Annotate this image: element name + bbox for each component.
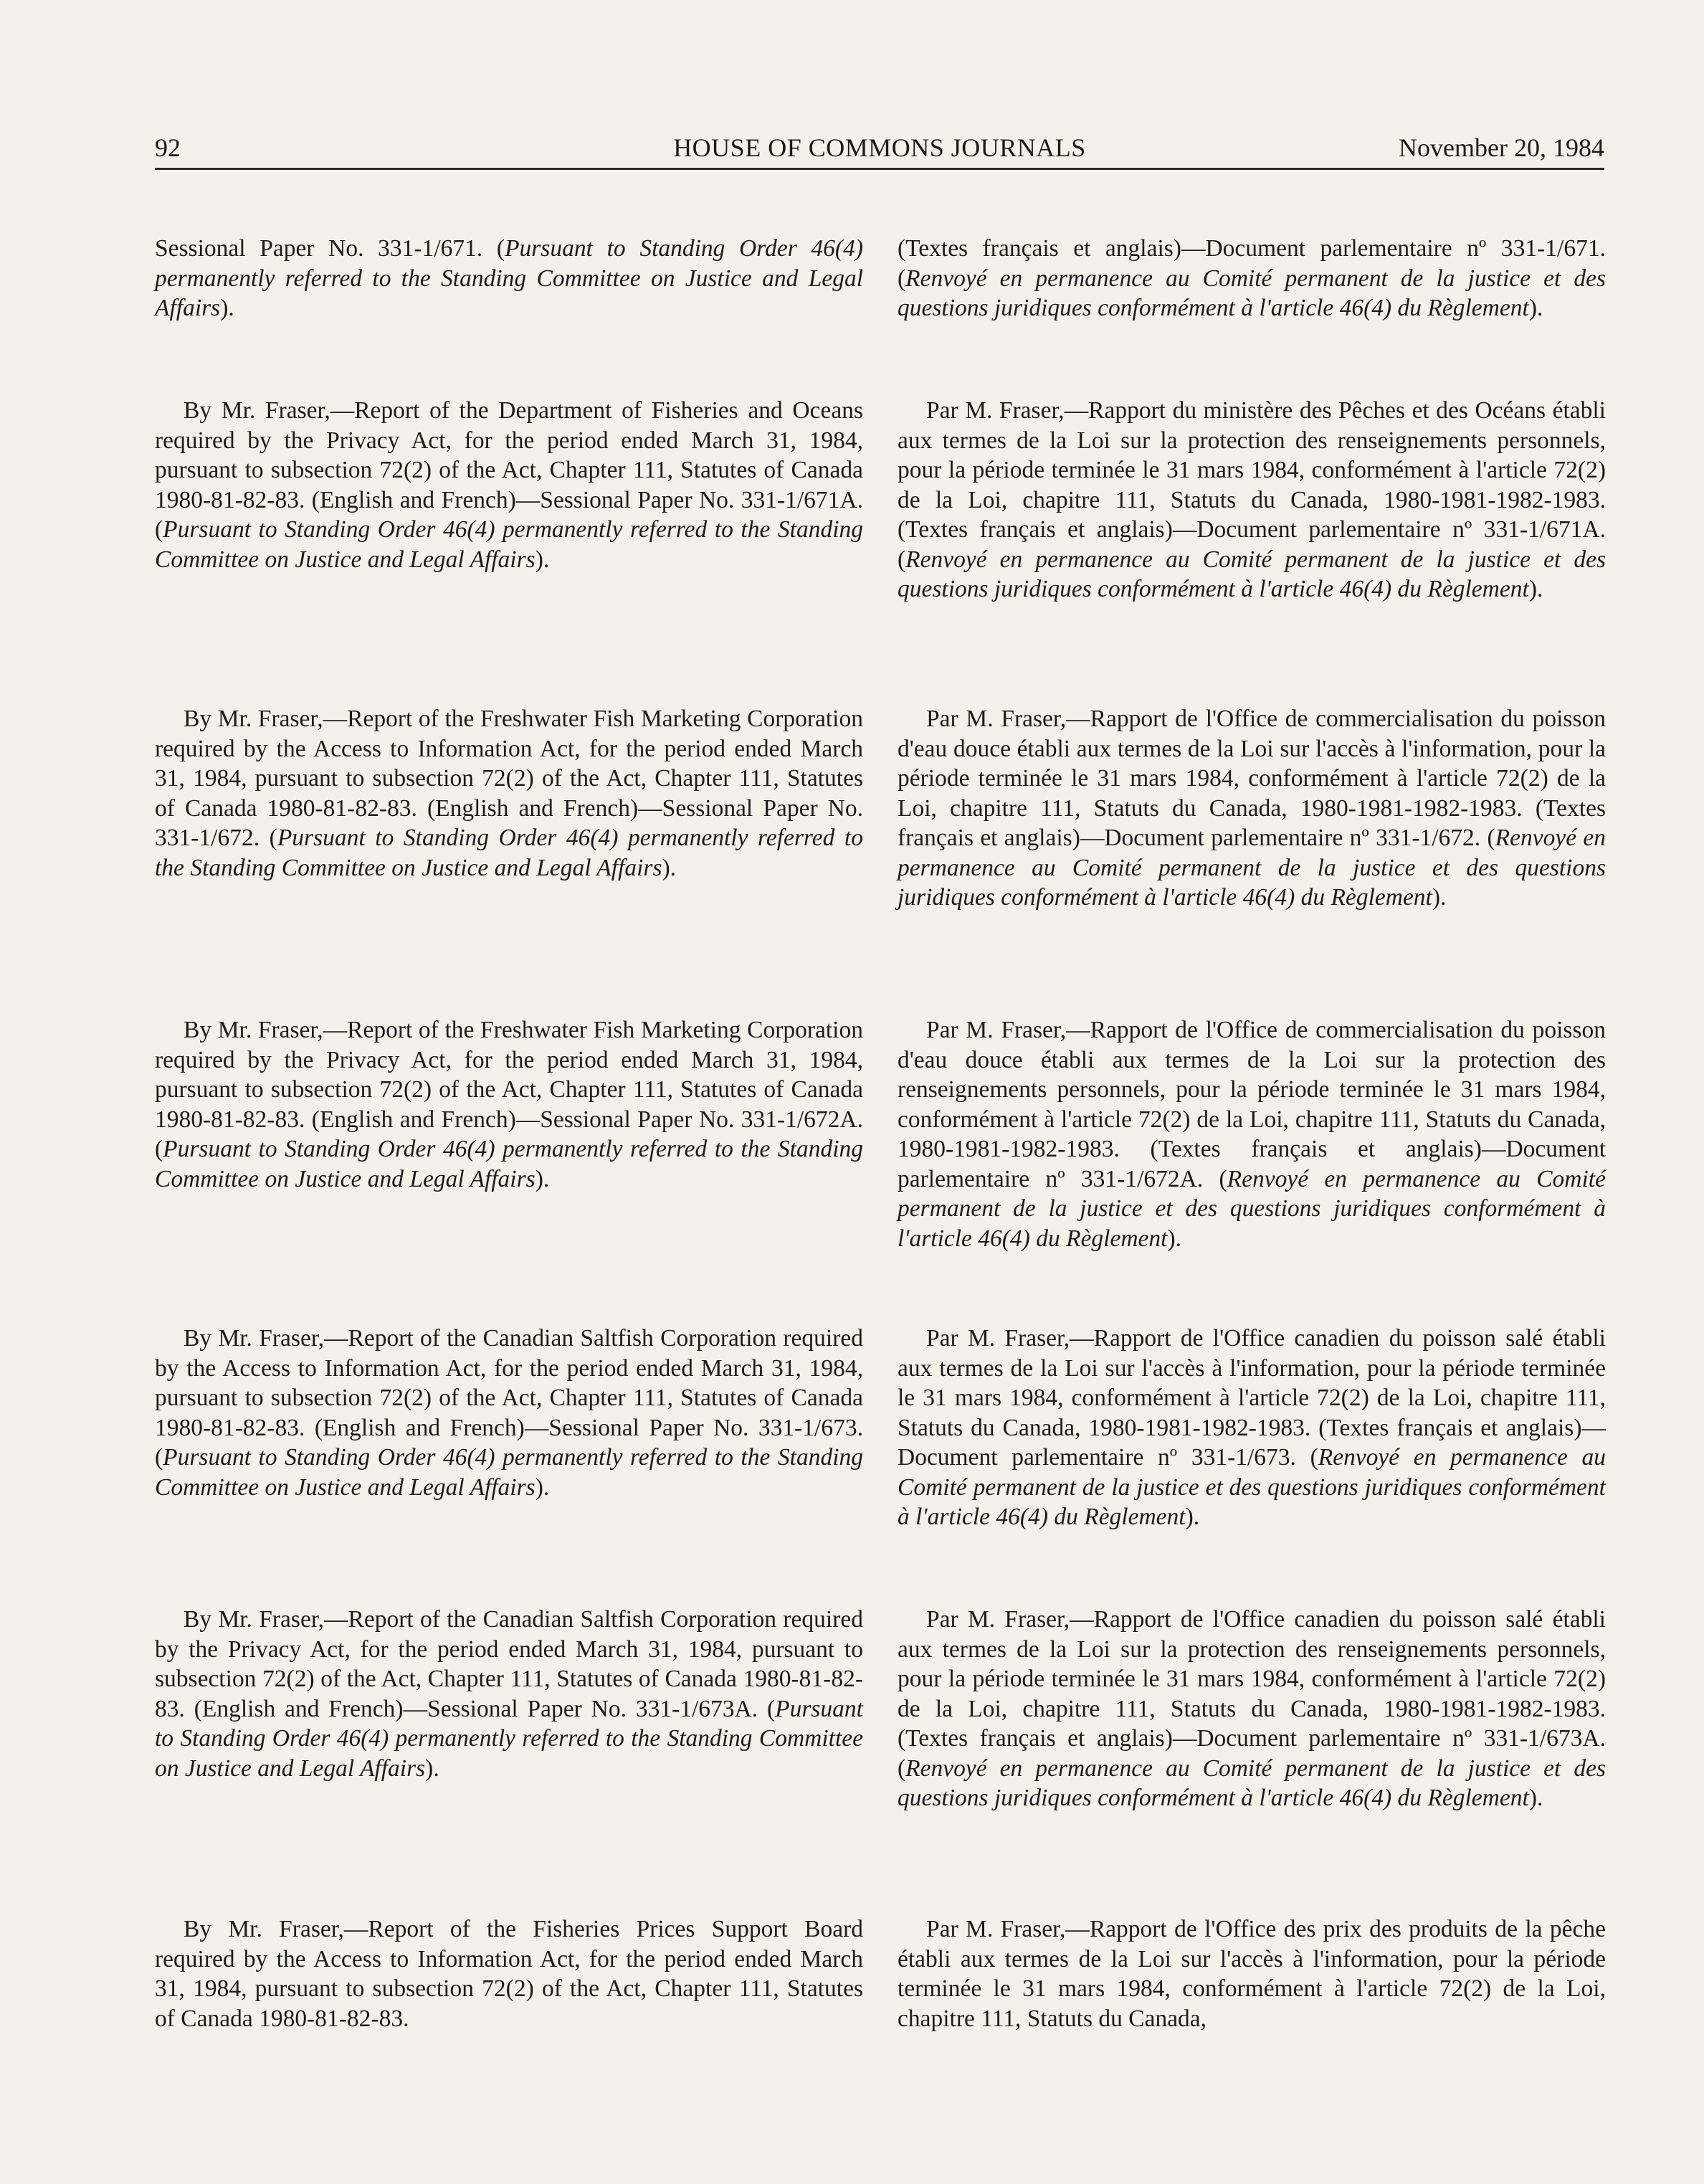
entry-tail: ).	[1528, 1785, 1543, 1811]
entry-text: Par M. Fraser,—Rapport de l'Office canadien du poisson salé établi aux termes de la Loi sur la protection des renseignements personnels, pour la période terminée le 31 mars 1984, conformément à l'article 72(2) de la Loi, chapitre 111, Statuts du Canada, 1980-1981-1982-1983. (Textes français et anglais)—Document parlementaire nº 331-1/673A. (	[898, 1606, 1606, 1782]
entry-text: By Mr. Fraser,—Report of the Canadian Saltfish Corporation required by the Access to Information Act, for the period ended March 31, 1984, pursuant to subsection 72(2) of the Act, Chapter 111, Statutes of Canada 1980-81-82-83. (English and French)—Sessional Paper No. 331-1/673. (	[155, 1325, 863, 1471]
english-entry-2	[155, 704, 863, 883]
entry-text: Par M. Fraser,—Rapport de l'Office de commercialisation du poisson d'eau douce établi aux termes de la Loi sur l'accès à l'information, pour la période terminée le 31 mars 1984, conformément à l'article 72(2) de la Loi, chapitre 111, Statuts du Canada, 1980-1981-1982-1983. (Textes français et anglais)—Document parlementaire nº 331-1/672. (	[898, 706, 1606, 851]
english-entry-0	[155, 234, 863, 323]
entry-tail: ).	[425, 1755, 439, 1782]
entry-italic: Renvoyé en permanence au Comité permanent de la justice et des questions juridiques conformément à l'article 46(4) du Règlement	[898, 1755, 1606, 1811]
entry-italic: Renvoyé en permanence au Comité permanent de la justice et des questions juridiques conformément à l'article 46(4) du Règlement	[898, 1444, 1606, 1530]
entry-text: Par M. Fraser,—Rapport de l'Office de commercialisation du poisson d'eau douce établi aux termes de la Loi sur la protection des renseignements personnels, pour la période terminée le 31 mars 1984, conformément à l'article 72(2) de la Loi, chapitre 111, Statuts du Canada, 1980-1981-1982-1983. (Textes français et anglais)—Document parlementaire nº 331-1/672A. (	[898, 1017, 1606, 1192]
english-entry-3	[155, 1015, 863, 1194]
entry-italic: Pursuant to Standing Order 46(4) permanently referred to the Standing Committee on Justice and Legal Affairs	[155, 1136, 863, 1192]
entry-tail: ).	[220, 295, 234, 321]
journal-title: HOUSE OF COMMONS JOURNALS	[673, 133, 1086, 162]
french-entry-6	[898, 1914, 1606, 2033]
entry-text: Sessional Paper No. 331-1/671. (	[155, 235, 505, 262]
english-entry-6	[155, 1914, 863, 2033]
entry-italic: Pursuant to Standing Order 46(4) permanently referred to the Standing Committee on Justice and Legal Affairs	[155, 235, 863, 321]
entry-text: By Mr. Fraser,—Report of the Freshwater Fish Marketing Corporation required by the Privacy Act, for the period ended March 31, 1984, pursuant to subsection 72(2) of the Act, Chapter 111, Statutes of Canada 1980-81-82-83. (English and French)—Sessional Paper No. 331-1/672A. (	[155, 1017, 863, 1162]
entry-italic: Pursuant to Standing Order 46(4) permanently referred to the Standing Committee on Justice and Legal Affairs	[155, 825, 863, 881]
entry-text: Par M. Fraser,—Rapport de l'Office des prix des produits de la pêche établi aux termes de la Loi sur l'accès à l'information, pour la période terminée le 31 mars 1984, conformément à l'article 72(2) de la Loi, chapitre 111, Statuts du Canada,	[898, 1916, 1606, 2032]
entry-text: By Mr. Fraser,—Report of the Fisheries Prices Support Board required by the Access to Information Act, for the period ended March 31, 1984, pursuant to subsection 72(2) of the Act, Chapter 111, Statutes of Canada 1980-81-82-83.	[155, 1916, 863, 2032]
entry-tail: ).	[535, 1165, 550, 1192]
entry-italic: Renvoyé en permanence au Comité permanent de la justice et des questions juridiques conformément à l'article 46(4) du Règlement	[898, 546, 1606, 602]
page-number: 92	[155, 133, 181, 162]
page-header	[155, 128, 1604, 170]
french-entry-5	[898, 1605, 1606, 1813]
entry-text: (Textes français et anglais)—Document parlementaire nº 331-1/671. (	[898, 235, 1606, 292]
entry-text: By Mr. Fraser,—Report of the Department of Fisheries and Oceans required by the Privacy Act, for the period ended March 31, 1984, pursuant to subsection 72(2) of the Act, Chapter 111, Statutes of Canada 1980-81-82-83. (English and French)—Sessional Paper No. 331-1/671A. (	[155, 397, 863, 543]
entry-tail: ).	[1432, 884, 1447, 911]
english-entry-1	[155, 396, 863, 574]
entry-text: Par M. Fraser,—Rapport de l'Office canadien du poisson salé établi aux termes de la Loi sur l'accès à l'information, pour la période terminée le 31 mars 1984, conformément à l'article 72(2) de la Loi, chapitre 111, Statuts du Canada, 1980-1981-1982-1983. (Textes français et anglais)—Document parlementaire nº 331-1/673. (	[898, 1325, 1606, 1471]
entry-tail: ).	[1185, 1504, 1200, 1530]
french-entry-1	[898, 396, 1606, 604]
english-entry-5	[155, 1605, 863, 1783]
entry-tail: ).	[662, 854, 677, 881]
french-entry-3	[898, 1015, 1606, 1253]
entry-text: By Mr. Fraser,—Report of the Freshwater Fish Marketing Corporation required by the Access to Information Act, for the period ended March 31, 1984, pursuant to subsection 72(2) of the Act, Chapter 111, Statutes of Canada 1980-81-82-83. (English and French)—Sessional Paper No. 331-1/672. (	[155, 706, 863, 851]
entry-italic: Pursuant to Standing Order 46(4) permanently referred to the Standing Committee on Justice and Legal Affairs	[155, 1695, 863, 1782]
entry-italic: Pursuant to Standing Order 46(4) permanently referred to the Standing Committee on Justice and Legal Affairs	[155, 1444, 863, 1501]
entry-tail: ).	[1528, 576, 1543, 602]
journal-date: November 20, 1984	[1399, 133, 1604, 162]
entry-tail: ).	[1167, 1225, 1182, 1252]
entry-text: Par M. Fraser,—Rapport du ministère des Pêches et des Océans établi aux termes de la Loi sur la protection des renseignements personnels, pour la période terminée le 31 mars 1984, conformément à l'article 72(2) de la Loi, chapitre 111, Statuts du Canada, 1980-1981-1982-1983. (Textes français et anglais)—Document parlementaire nº 331-1/671A. (	[898, 397, 1606, 573]
entry-tail: ).	[535, 1473, 550, 1501]
entry-italic: Pursuant to Standing Order 46(4) permanently referred to the Standing Committee on Justice and Legal Affairs	[155, 516, 863, 573]
entry-italic: Renvoyé en permanence au Comité permanent de la justice et des questions juridiques conformément à l'article 46(4) du Règlement	[898, 1165, 1606, 1252]
entry-tail: ).	[535, 546, 550, 573]
entry-italic: Renvoyé en permanence au Comité permanent de la justice et des questions juridiques conformément à l'article 46(4) du Règlement	[898, 265, 1606, 321]
french-entry-4	[898, 1324, 1606, 1532]
entry-italic: Renvoyé en permanence au Comité permanent de la justice et des questions juridiques conformément à l'article 46(4) du Règlement	[898, 825, 1607, 911]
french-entry-0	[898, 234, 1606, 323]
english-entry-4	[155, 1324, 863, 1502]
entry-text: By Mr. Fraser,—Report of the Canadian Saltfish Corporation required by the Privacy Act, for the period ended March 31, 1984, pursuant to subsection 72(2) of the Act, Chapter 111, Statutes of Canada 1980-81-82-83. (English and French)—Sessional Paper No. 331-1/673A. (	[155, 1606, 863, 1722]
french-entry-2	[898, 704, 1606, 913]
entry-tail: ).	[1528, 295, 1543, 321]
